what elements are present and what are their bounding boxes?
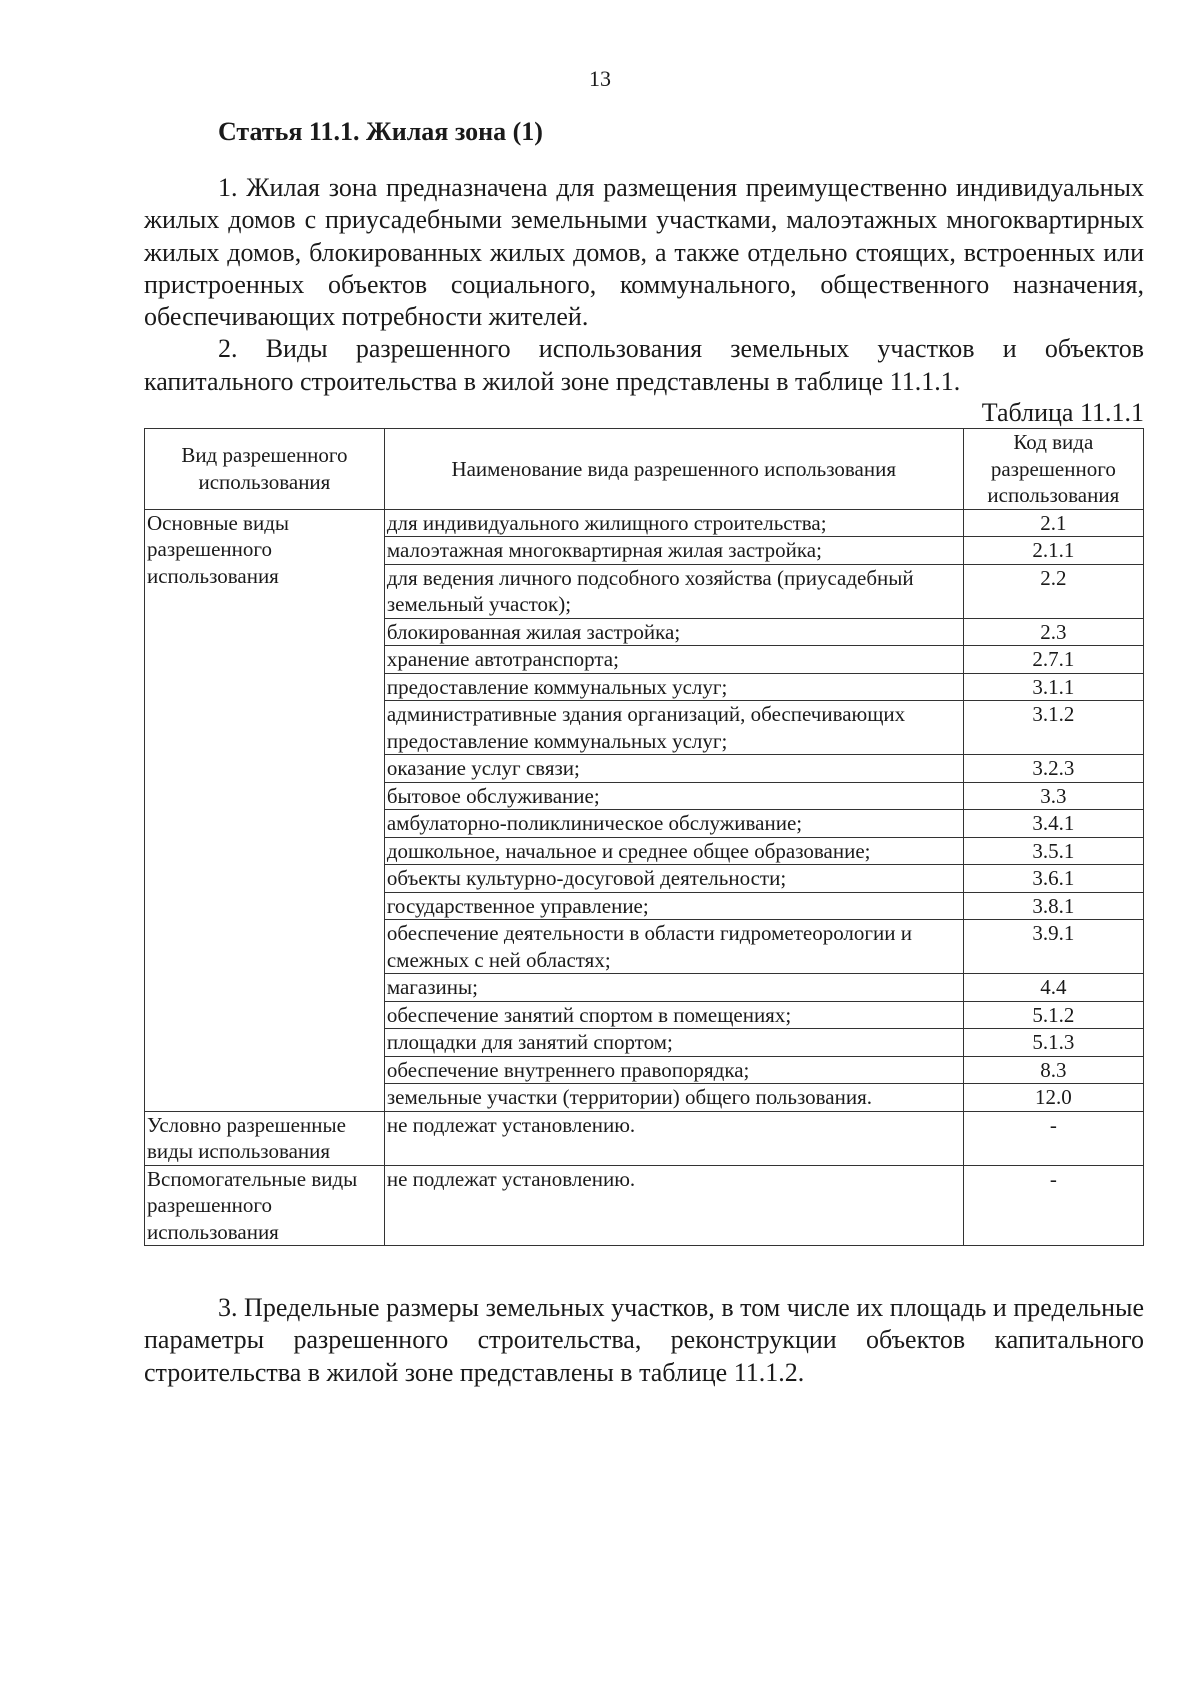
- cell-code: -: [963, 1165, 1143, 1246]
- cell-name: малоэтажная многоквартирная жилая застройка;: [384, 537, 963, 565]
- paragraph-3: 3. Предельные размеры земельных участков, в том числе их площадь и предельные параметры разрешенного строительства, реконструкции объектов капитального строительства в жилой зоне представлены в таблице 11.1.2.: [144, 1293, 1144, 1387]
- document-body: [144, 112, 1144, 1389]
- cell-name: административные здания организаций, обеспечивающих предоставление коммунальных услуг;: [384, 701, 963, 755]
- cell-name: амбулаторно-поликлиническое обслуживание;: [384, 810, 963, 838]
- cell-code: 3.8.1: [963, 892, 1143, 920]
- cell-code: 2.7.1: [963, 646, 1143, 674]
- cell-name: обеспечение занятий спортом в помещениях;: [384, 1001, 963, 1029]
- cell-name: не подлежат установлению.: [384, 1165, 963, 1246]
- cell-code: 8.3: [963, 1056, 1143, 1084]
- cell-name: обеспечение деятельности в области гидрометеорологии и смежных с ней областях;: [384, 920, 963, 974]
- cell-code: 3.1.1: [963, 673, 1143, 701]
- cell-name: оказание услуг связи;: [384, 755, 963, 783]
- paragraph-1: 1. Жилая зона предназначена для размещения преимущественно индивидуальных жилых домов с приусадебными земельными участками, малоэтажных многоквартирных жилых домов, блокированных жилых домов, а также отдельно стоящих, встроенных или пристроенных объектов социального, коммунального, общественного назначения, обеспечивающих потребности жителей.: [144, 173, 1144, 332]
- cell-code: -: [963, 1111, 1143, 1165]
- permitted-use-table: [144, 428, 1144, 1246]
- cell-code: 3.9.1: [963, 920, 1143, 974]
- cell-name: дошкольное, начальное и среднее общее образование;: [384, 837, 963, 865]
- cell-name: хранение автотранспорта;: [384, 646, 963, 674]
- header-kind: Вид разрешенного использования: [145, 429, 385, 510]
- article-heading: Статья 11.1. Жилая зона (1): [218, 117, 543, 146]
- table-row: [145, 1111, 1144, 1165]
- table-row: [145, 509, 1144, 537]
- cell-code: 3.4.1: [963, 810, 1143, 838]
- cell-code: 3.2.3: [963, 755, 1143, 783]
- cell-name: площадки для занятий спортом;: [384, 1029, 963, 1057]
- cell-name: обеспечение внутреннего правопорядка;: [384, 1056, 963, 1084]
- cell-name: государственное управление;: [384, 892, 963, 920]
- cell-code: 2.2: [963, 564, 1143, 618]
- table-body: [145, 509, 1144, 1246]
- cell-name: бытовое обслуживание;: [384, 782, 963, 810]
- header-name: Наименование вида разрешенного использования: [384, 429, 963, 510]
- cell-code: 2.1.1: [963, 537, 1143, 565]
- cell-code: 12.0: [963, 1084, 1143, 1112]
- cell-code: 3.3: [963, 782, 1143, 810]
- cell-kind: Основные виды разрешенного использования: [145, 509, 385, 1111]
- cell-name: не подлежат установлению.: [384, 1111, 963, 1165]
- cell-code: 3.1.2: [963, 701, 1143, 755]
- page-number: 13: [589, 66, 611, 91]
- cell-code: 2.1: [963, 509, 1143, 537]
- cell-code: 4.4: [963, 974, 1143, 1002]
- header-code: Код вида разрешенного использования: [963, 429, 1143, 510]
- table-row: [145, 1165, 1144, 1246]
- table-header-row: [145, 429, 1144, 510]
- cell-code: 2.3: [963, 618, 1143, 646]
- cell-name: магазины;: [384, 974, 963, 1002]
- cell-code: 3.6.1: [963, 865, 1143, 893]
- cell-name: предоставление коммунальных услуг;: [384, 673, 963, 701]
- cell-kind: Вспомогательные виды разрешенного использования: [145, 1165, 385, 1246]
- cell-code: 5.1.2: [963, 1001, 1143, 1029]
- cell-name: объекты культурно-досуговой деятельности;: [384, 865, 963, 893]
- cell-name: блокированная жилая застройка;: [384, 618, 963, 646]
- table-caption: Таблица 11.1.1: [981, 398, 1144, 428]
- cell-code: 3.5.1: [963, 837, 1143, 865]
- paragraph-2: 2. Виды разрешенного использования земельных участков и объектов капитального строительства в жилой зоне представлены в таблице 11.1.1.: [144, 334, 1144, 396]
- cell-name: для индивидуального жилищного строительства;: [384, 509, 963, 537]
- cell-kind: Условно разрешенные виды использования: [145, 1111, 385, 1165]
- cell-name: земельные участки (территории) общего пользования.: [384, 1084, 963, 1112]
- cell-name: для ведения личного подсобного хозяйства (приусадебный земельный участок);: [384, 564, 963, 618]
- cell-code: 5.1.3: [963, 1029, 1143, 1057]
